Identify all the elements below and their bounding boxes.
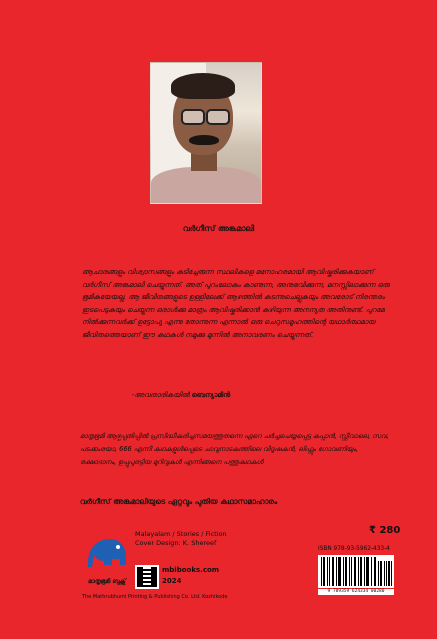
author-caption: വർഗീസ് അങ്കമാലി (182, 224, 255, 233)
cover-design: Cover Design: K. Shereef (135, 539, 217, 547)
blurb-text: ആചാരങ്ങളും വിശ്വാസങ്ങളും കുടിച്ചേരുന്ന സ്ഥലികളെ മനോഹരമായി ആവിഷ്കരിക്കുകയാണ് വർഗീസ് അങ്കമാലി ചെയ്യുന്നത്. അത് പുറംലോകം കാണുന്ന, അനുഭവിക്കുന്ന, മനസ്സിലാക്കുന്ന ഒരു ഭൂമികയേയല്ല. ആ ജീവിതങ്ങളുടെ ഉള്ളിലേക്ക് ആഴത്തിൽ കടന്നുചെല്ലുകയും അവരോട് നിരന്തരം ഇടപെടുകയും ചെയ്യുന്ന ഒരാൾക്കു മാത്രം ആവിഷ്കരിക്കാൻ കഴിയുന്ന അനന്യത അതിനുണ്ട്. പുറമേ നിൽക്കുന്നവർക്ക് ഉട്ടോപ്യ എന്നു തോന്നുന്ന എന്നാൽ ഒരു ചെറുസമൂഹത്തിന്റെ യഥാർത്ഥമായ ജീവിതത്തെയാണ് ഈ കഥകൾ നമുക്കു മുന്നിൽ അനാവരണം ചെയ്യുന്നത്. (82, 268, 390, 339)
printer: The Mathrubhumi Printing & Publishing Co. Ltd. Kozhikode (82, 594, 228, 600)
quote-prefix: -അവതാരികയിൽ (132, 391, 190, 399)
publisher-name: മാതൃഭൂമി ബുക്സ് (88, 578, 126, 585)
qr-code-icon (135, 565, 159, 589)
website[interactable]: mbibooks.com (162, 566, 220, 574)
tagline: വർഗീസ് അങ്കമാലിയുടെ ഏറ്റവും പുതിയ കഥാസമാഹാരം (80, 497, 278, 506)
isbn: ISBN 978-93-5962-433-4 (318, 546, 390, 552)
author-photo (150, 62, 262, 204)
quote-attribution (132, 391, 230, 400)
genre: Malayalam / Stories / Fiction (135, 530, 227, 538)
year: 2024 (162, 577, 182, 585)
barcode-icon (318, 555, 394, 588)
elephant-logo-icon (82, 523, 130, 575)
barcode-digits: 9 789359 624334 00280 (318, 589, 394, 595)
about-text: മാതൃഭൂമി ആഴ്ചപ്പതിപ്പിൽ പ്രസിദ്ധീകരിച്ചസമയത്തുതന്നെ ഏറെ ചർച്ചചെയ്യപ്പെട്ട കപ്പാൻ, സ്റ്റീവാലെ, സവ, പടക്കംരയാ, 666 എന്നീ കഥകളുൾപ്പെടെ ചാവുനാടകത്തിലെ വിദൂഷകൻ, ലിഫ്റ്റും ഗോവണിയും, രക്ഷാദാനം, ഉപ്പുപുരട്ടിയ മുറിവുകൾ എന്നിങ്ങനെ പത്തുകഥകൾ (80, 432, 389, 466)
quote-author: ബെന്യാമിൻ (191, 391, 231, 399)
price: ₹ 280 (369, 525, 401, 536)
